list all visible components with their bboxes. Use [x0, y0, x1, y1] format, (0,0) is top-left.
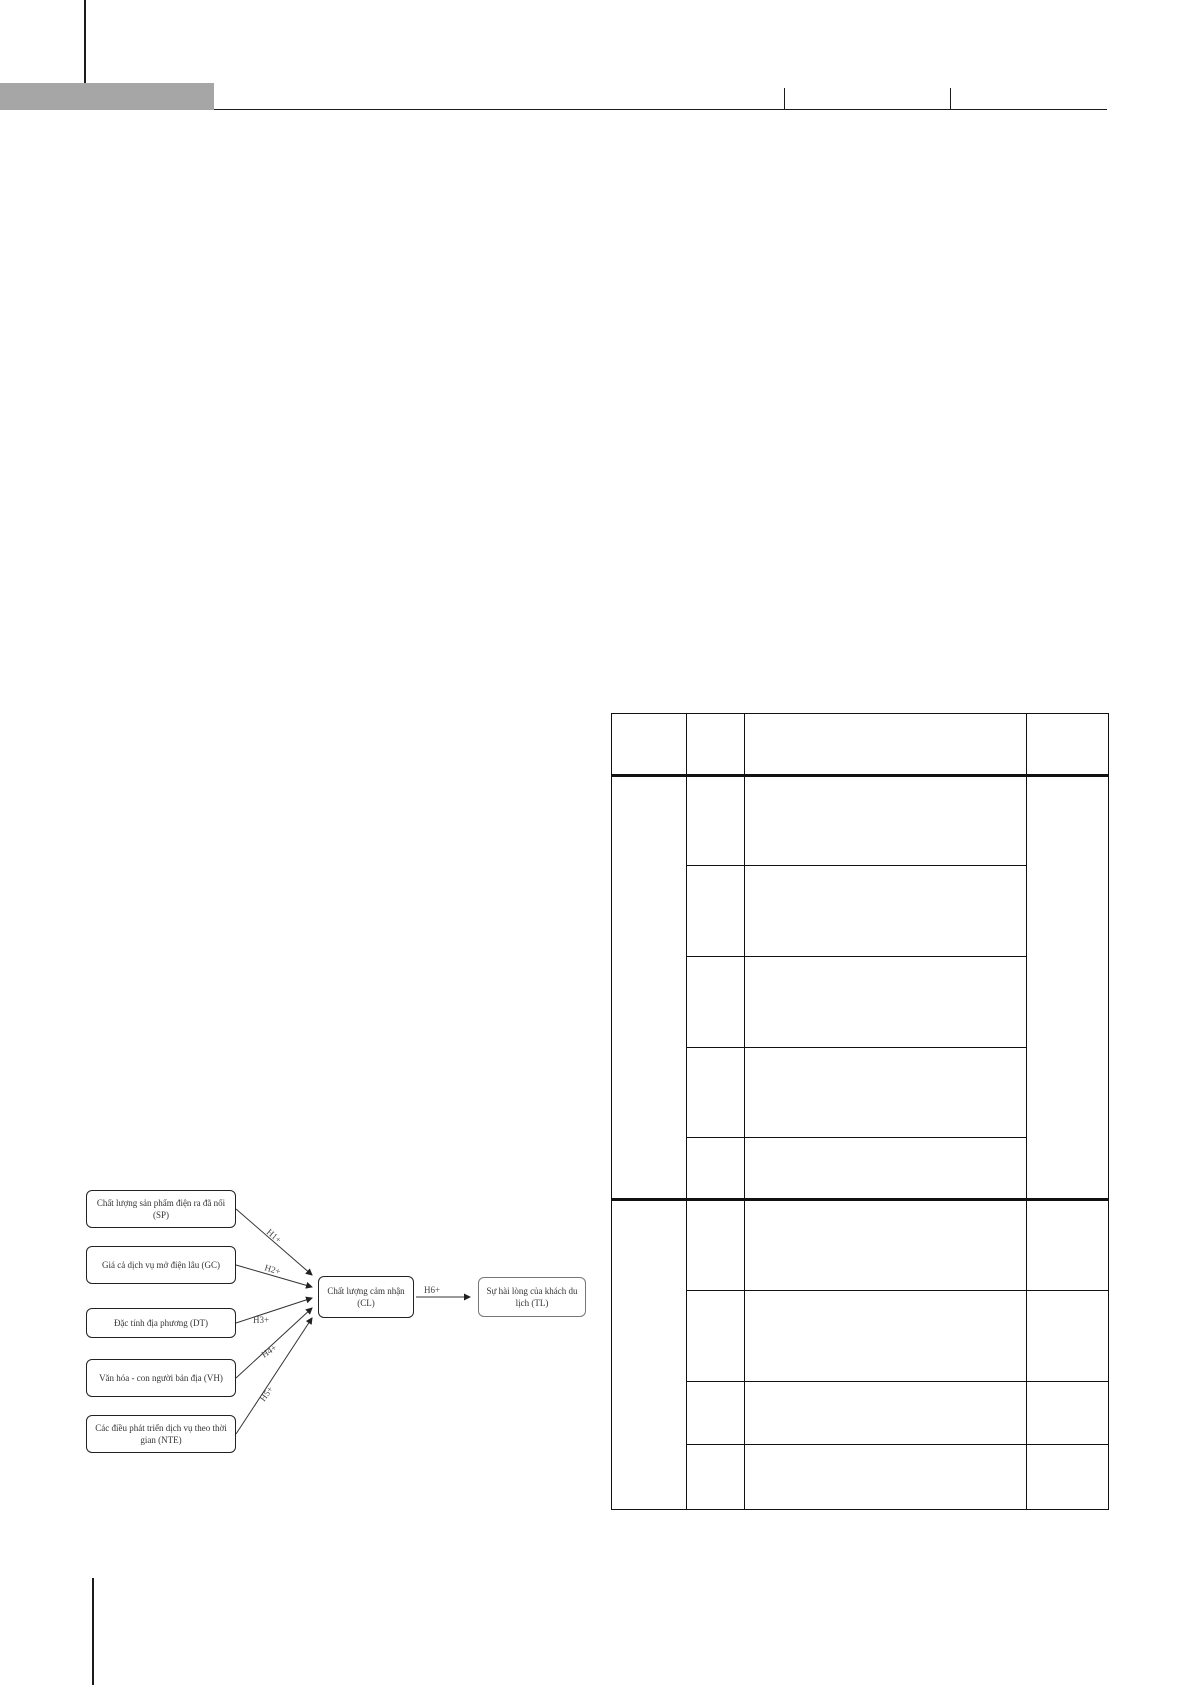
value-cell [1027, 1200, 1109, 1291]
node-sp-label: Chất lượng sản phẩm điện ra đã nối (SP) [96, 1198, 226, 1220]
text-cell [745, 1138, 1027, 1200]
edge-label-h1: H1+ [264, 1226, 284, 1245]
research-model-diagram [78, 1190, 598, 1460]
code-cell [687, 1200, 745, 1291]
table-header-row [612, 714, 1109, 776]
value-cell [1027, 1444, 1109, 1509]
node-tl-label: Sự hài lòng của khách du lịch (TL) [486, 1286, 578, 1308]
node-vh [86, 1359, 236, 1397]
text-cell [745, 776, 1027, 866]
text-cell [745, 1381, 1027, 1444]
node-cl-label: Chất lượng cảm nhận (CL) [327, 1286, 405, 1308]
node-gc [86, 1246, 236, 1284]
header-divider-2 [950, 88, 951, 109]
header-rule [214, 109, 1107, 110]
node-sp [86, 1190, 236, 1228]
node-nte [86, 1415, 236, 1453]
footer-left-rule [92, 1578, 94, 1685]
table-row [612, 1200, 1109, 1291]
value-cell [1027, 1291, 1109, 1382]
node-nte-label: Các điều phát triển dịch vụ theo thời gian (NTE) [95, 1423, 227, 1445]
table-row [612, 1444, 1109, 1509]
table-row [612, 776, 1109, 866]
section-tab [0, 83, 214, 110]
group-value-cell [1027, 776, 1109, 1200]
text-cell [745, 957, 1027, 1048]
text-cell [745, 865, 1027, 957]
scale-table [611, 713, 1109, 1510]
edge-nte-cl [236, 1318, 312, 1434]
node-tl [478, 1277, 586, 1317]
text-cell [745, 1291, 1027, 1382]
header-cell-1 [612, 714, 687, 776]
code-cell [687, 865, 745, 957]
edge-label-h2: H2+ [263, 1262, 282, 1277]
node-cl [318, 1276, 414, 1318]
code-cell [687, 1138, 745, 1200]
edge-label-h4: H4+ [259, 1342, 279, 1360]
code-cell [687, 1444, 745, 1509]
edge-label-h5: H5+ [257, 1384, 276, 1404]
header-cell-3 [745, 714, 1027, 776]
header-cell-2 [687, 714, 745, 776]
node-dt-label: Đặc tính địa phương (DT) [113, 1318, 209, 1328]
text-cell [745, 1047, 1027, 1138]
value-cell [1027, 1381, 1109, 1444]
group-label-cell [612, 1200, 687, 1510]
text-cell [745, 1200, 1027, 1291]
header-left-rule [84, 0, 86, 83]
table-row [612, 1291, 1109, 1382]
group-label-cell [612, 776, 687, 1200]
edge-label-h6: H6+ [424, 1285, 441, 1295]
edge-dt-cl [236, 1298, 312, 1323]
table-row [612, 1381, 1109, 1444]
text-cell [745, 1444, 1027, 1509]
code-cell [687, 1047, 745, 1138]
code-cell [687, 1291, 745, 1382]
code-cell [687, 1381, 745, 1444]
header-divider-1 [784, 88, 785, 109]
node-dt [86, 1308, 236, 1338]
code-cell [687, 776, 745, 866]
node-vh-label: Văn hóa - con người bản địa (VH) [99, 1373, 223, 1383]
edge-vh-cl [236, 1308, 312, 1378]
node-gc-label: Giá cả dịch vụ mở điện lâu (GC) [102, 1260, 220, 1270]
edge-label-h3: H3+ [253, 1315, 270, 1325]
header-cell-4 [1027, 714, 1109, 776]
code-cell [687, 957, 745, 1048]
